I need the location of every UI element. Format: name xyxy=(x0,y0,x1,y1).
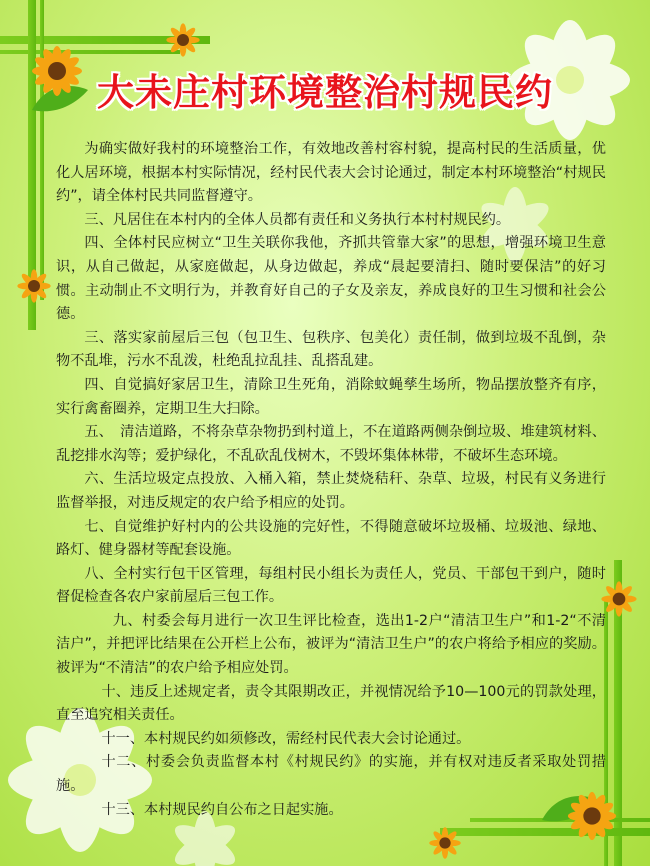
paragraph: 四、全体村民应树立“卫生关联你我他，齐抓共管靠大家”的思想，增强环境卫生意识，从自己做起，从家庭做起，从身边做起，养成“晨起要清扫、随时要保洁”的好习惯。主动制止不文明行为，并教育好自己的子女及亲友，养成良好的卫生习惯和社会公德。 xyxy=(56,235,606,323)
page-title: 大未庄村环境整治村规民约 xyxy=(97,71,553,114)
regulation-text xyxy=(56,138,606,822)
paragraph: 三、凡居住在本村内的全体人员都有责任和义务执行本村村规民约。 xyxy=(84,211,511,228)
paragraph: 为确实做好我村的环境整治工作，有效地改善村容村貌，提高村民的生活质量，优化人居环境，根据本村实际情况，经村民代表大会讨论通过，制定本村环境整治“村规民约”，请全体村民共同监督遵守。 xyxy=(56,141,606,205)
paragraph: 五、 清洁道路，不将杂草杂物扔到村道上，不在道路两侧杂倒垃圾、堆建筑材料、乱挖排水沟等；爱护绿化，不乱砍乱伐树木，不毁坏集体林带，不破坏生态环境。 xyxy=(56,424,606,464)
paragraph: 十三、本村规民约自公布之日起实施。 xyxy=(101,801,343,818)
paragraph: 十、违反上述规定者，责令其限期改正，并视情况给予10—100元的罚款处理，直至追究相关责任。 xyxy=(56,683,606,724)
paragraph: 九、村委会每月进行一次卫生评比检查，选出1-2户“清洁卫生户”和1-2“不清洁户”，并把评比结果在公开栏上公布，被评为“清洁卫生户”的农户将给予相应的奖励。被评为“不清洁”的农户给予相应处罚。 xyxy=(56,612,606,677)
paragraph: 七、自觉维护好村内的公共设施的完好性，不得随意破坏垃圾桶、垃圾池、绿地、路灯、健身器材等配套设施。 xyxy=(56,518,606,559)
paragraph: 八、全村实行包干区管理，每组村民小组长为责任人，党员、干部包干到户，随时督促检查各农户家前屋后三包工作。 xyxy=(56,565,606,606)
sunflower-icon xyxy=(16,268,52,304)
paragraph: 十二、村委会负责监督本村《村规民约》的实施，并有权对违反者采取处罚措施。 xyxy=(56,754,606,795)
paragraph: 六、生活垃圾定点投放、入桶入箱，禁止焚烧秸秆、杂草、垃圾，村民有义务进行监督举报，对违反规定的农户给予相应的处罚。 xyxy=(56,471,606,511)
paragraph: 四、自觉搞好家居卫生，清除卫生死角，消除蚊蝇孳生场所，物品摆放整齐有序，实行禽畜圈养，定期卫生大扫除。 xyxy=(56,376,606,417)
paragraph: 十一、本村规民约如须修改，需经村民代表大会讨论通过。 xyxy=(101,730,471,747)
sunflower-icon xyxy=(165,22,201,58)
sunflower-icon xyxy=(428,826,462,860)
paragraph: 三、落实家前屋后三包（包卫生、包秩序、包美化）责任制，做到垃圾不乱倒，杂物不乱堆，污水不乱泼，杜绝乱拉乱挂、乱搭乱建。 xyxy=(56,329,606,370)
frame-bar xyxy=(0,50,180,54)
